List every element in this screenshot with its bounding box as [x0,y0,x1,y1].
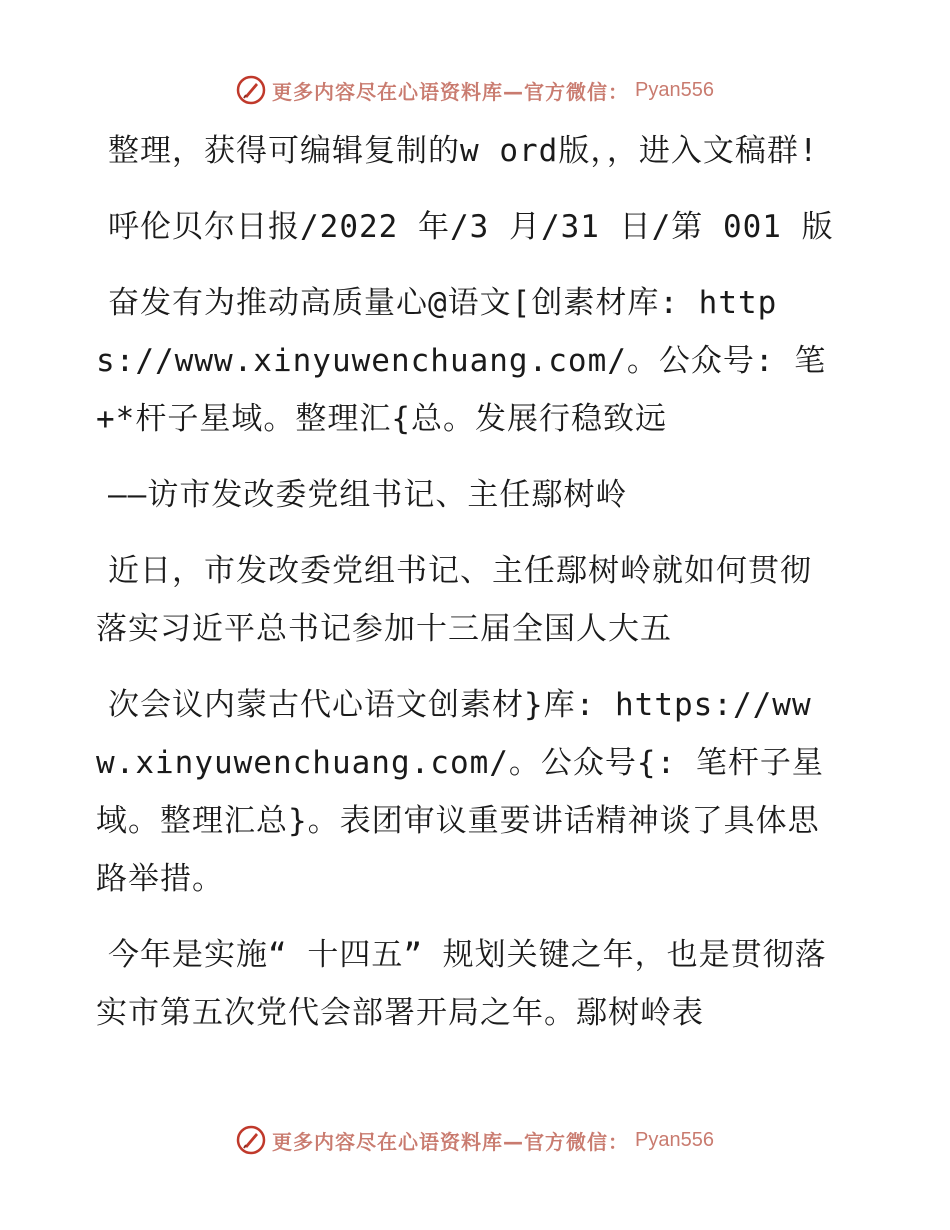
paragraph: 近日，市发改委党组书记、主任鄢树岭就如何贯彻落实习近平总书记参加十三届全国人大五 [96,553,812,647]
paragraph: 奋发有为推动高质量心@语文[创素材库: https://www.xinyuwenchuang.com/。公众号: 笔+*杆子星域。整理汇{总。发展行稳致远 [96,285,827,437]
paragraph: 整理，获得可编辑复制的w ord版，，进入文稿群! [108,133,819,169]
watermark-text: 更多内容尽在心语资料库—官方微信： [272,1129,630,1154]
document-body [96,122,836,1060]
watermark-wechat-id: Pyan556 [635,1128,714,1151]
quill-logo-icon [236,1125,266,1155]
watermark-text: 更多内容尽在心语资料库—官方微信： [272,79,630,104]
paragraph: 今年是实施“ 十四五” 规划关键之年，也是贯彻落实市第五次党代会部署开局之年。鄢树岭表 [96,937,827,1031]
paragraph: 呼伦贝尔日报/2022 年/3 月/31 日/第 001 版 [108,209,834,245]
header-watermark [0,70,950,110]
quill-logo-icon [236,75,266,105]
watermark-wechat-id: Pyan556 [635,78,714,101]
paragraph: ——访市发改委党组书记、主任鄢树岭 [108,477,628,513]
paragraph: 次会议内蒙古代心语文创素材}库: https://www.xinyuwenchuang.com/。公众号{: 笔杆子星域。整理汇总}。表团审议重要讲话精神谈了具体思路举措。 [96,687,824,897]
footer-watermark [0,1120,950,1160]
